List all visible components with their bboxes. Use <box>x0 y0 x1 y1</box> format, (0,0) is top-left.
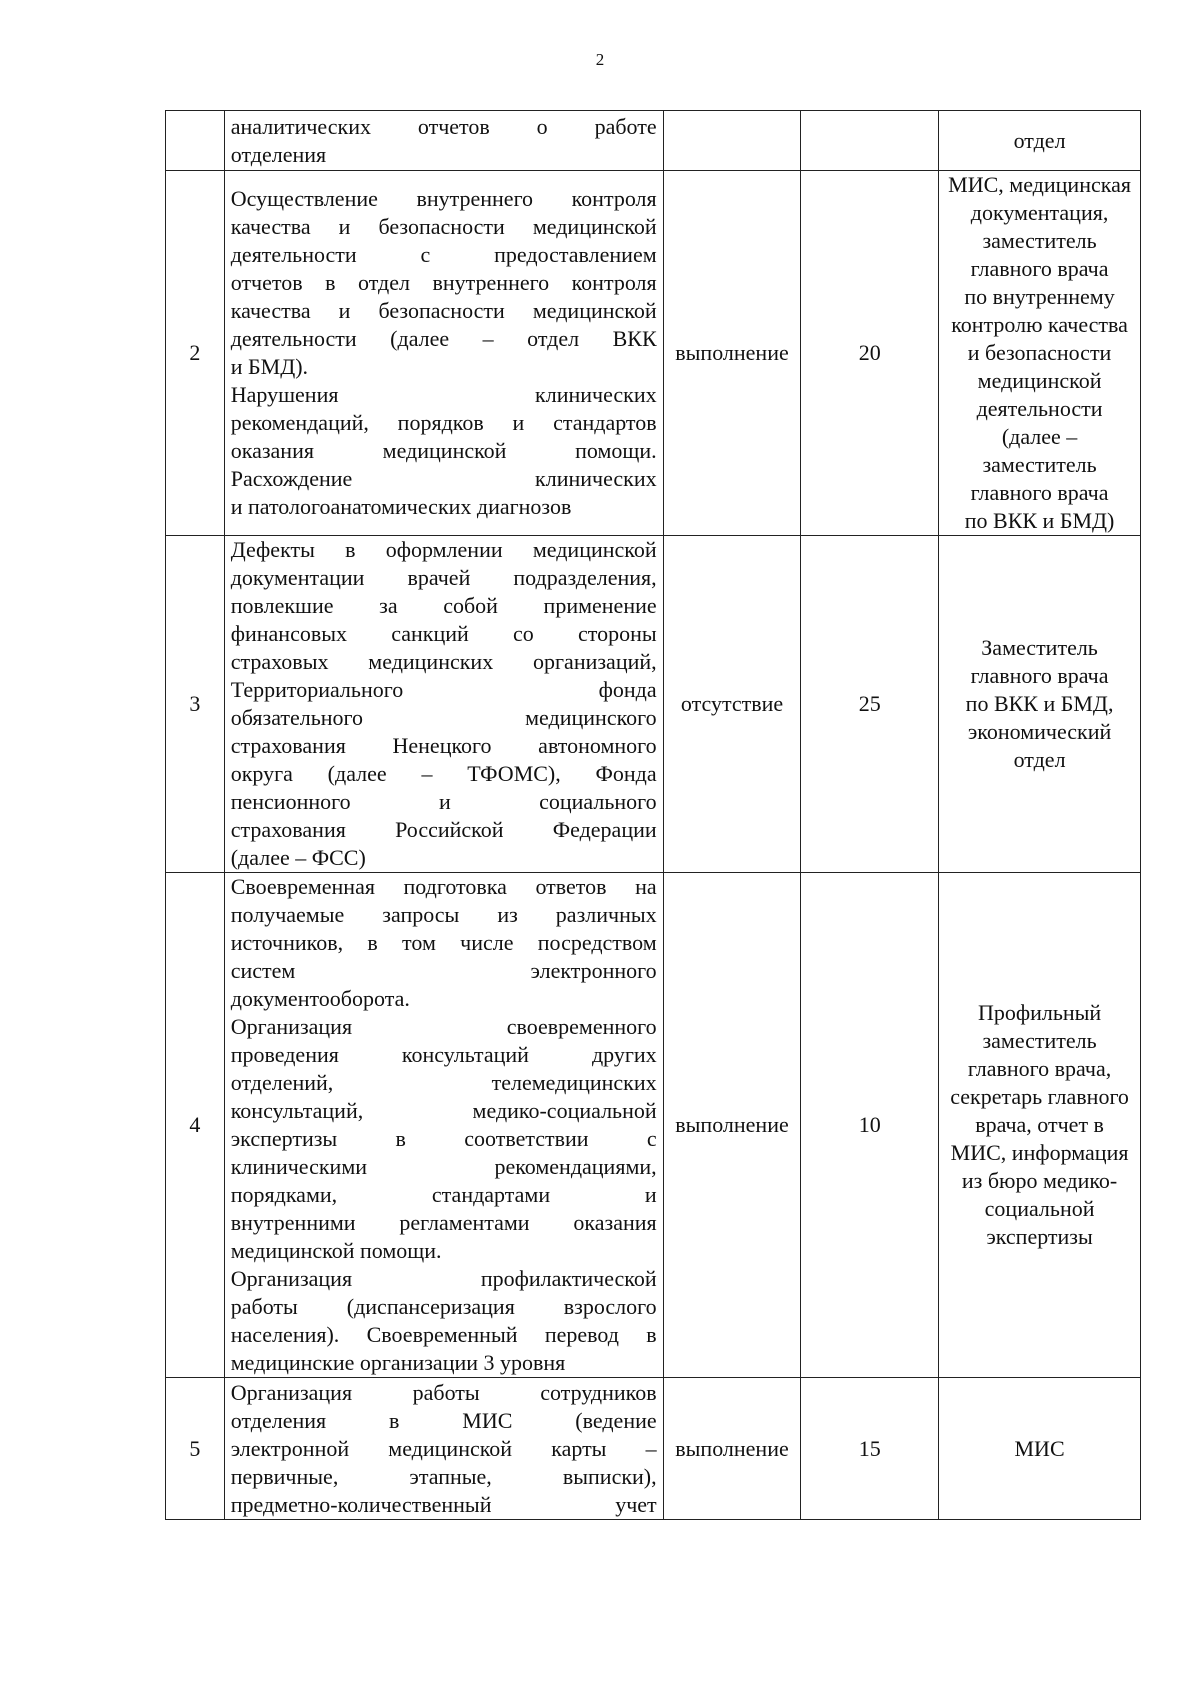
description-line: электронной медицинской карты – <box>230 1435 657 1461</box>
description-line: деятельности (далее – отдел ВКК <box>230 326 657 351</box>
source-line: по внутреннему <box>964 284 1115 309</box>
description-line: страховых медицинских организаций, <box>230 649 657 674</box>
score: 10 <box>801 873 939 1378</box>
target-value: отсутствие <box>663 536 801 873</box>
row-number: 5 <box>166 1378 225 1520</box>
source-line: отдел <box>1013 747 1066 772</box>
criterion-description <box>224 111 663 171</box>
description-line: качества и безопасности медицинской <box>230 214 657 239</box>
source-line: деятельности <box>976 396 1103 421</box>
criterion-description <box>224 536 663 873</box>
description-line: документации врачей подразделения, <box>230 565 657 590</box>
source-line: экспертизы <box>986 1224 1093 1249</box>
description-line: (далее – ФСС) <box>230 845 366 870</box>
description-line: отделения в МИС (ведение <box>230 1407 657 1433</box>
description-line: клиническими рекомендациями, <box>230 1154 657 1179</box>
description-line: Организация работы сотрудников <box>230 1379 657 1405</box>
description-line: медицинские организации 3 уровня <box>230 1350 566 1375</box>
data-source <box>939 873 1141 1378</box>
table-row <box>166 1378 1141 1520</box>
data-source <box>939 111 1141 171</box>
source-line: главного врача <box>970 256 1109 281</box>
description-line: страхования Российской Федерации <box>230 817 657 842</box>
target-value <box>663 111 801 171</box>
description-line: получаемые запросы из различных <box>230 902 657 927</box>
row-number: 3 <box>166 536 225 873</box>
source-line: секретарь главного <box>950 1084 1129 1109</box>
description-line: населения). Своевременный перевод в <box>230 1322 657 1347</box>
description-line: работы (диспансеризация взрослого <box>230 1294 657 1319</box>
criteria-table-body <box>166 111 1141 1520</box>
table-row <box>166 171 1141 536</box>
description-line: первичные, этапные, выписки), <box>230 1463 657 1489</box>
description-line: округа (далее – ТФОМС), Фонда <box>230 761 657 786</box>
description-line: и БМД). <box>230 354 309 379</box>
description-line: страхования Ненецкого автономного <box>230 733 657 758</box>
source-line: по ВКК и БМД, <box>965 691 1114 716</box>
description-line: источников, в том числе посредством <box>230 930 657 955</box>
description-line: качества и безопасности медицинской <box>230 298 657 323</box>
data-source <box>939 1378 1141 1520</box>
description-line: отчетов в отдел внутреннего контроля <box>230 270 657 295</box>
description-line: проведения консультаций других <box>230 1042 657 1067</box>
table-row <box>166 111 1141 171</box>
description-line: обязательного медицинского <box>230 705 657 730</box>
description-line: рекомендаций, порядков и стандартов <box>230 410 657 435</box>
description-line: повлекшие за собой применение <box>230 593 657 618</box>
description-line: Дефекты в оформлении медицинской <box>230 537 657 562</box>
description-line: Нарушения клинических <box>230 382 657 407</box>
data-source <box>939 171 1141 536</box>
source-line: социальной <box>984 1196 1095 1221</box>
source-line: документация, <box>970 200 1109 225</box>
description-line: документооборота. <box>230 986 410 1011</box>
description-line: Своевременная подготовка ответов на <box>230 874 657 899</box>
source-line: МИС, медицинская <box>948 172 1131 197</box>
score: 15 <box>801 1378 939 1520</box>
source-line: заместитель <box>982 228 1097 253</box>
score: 25 <box>801 536 939 873</box>
source-line: главного врача, <box>967 1056 1112 1081</box>
description-line: пенсионного и социального <box>230 789 657 814</box>
description-line: Расхождение клинических <box>230 466 657 491</box>
target-value: выполнение <box>663 873 801 1378</box>
target-value: выполнение <box>663 1378 801 1520</box>
description-line: финансовых санкций со стороны <box>230 621 657 646</box>
source-line: главного врача <box>970 663 1109 688</box>
row-number <box>166 111 225 171</box>
source-line: Заместитель <box>981 635 1098 660</box>
table-row <box>166 873 1141 1378</box>
source-line: заместитель <box>982 452 1097 477</box>
row-number: 2 <box>166 171 225 536</box>
row-number: 4 <box>166 873 225 1378</box>
source-line: по ВКК и БМД) <box>964 508 1115 533</box>
source-line: (далее – <box>1001 424 1078 449</box>
description-line: Территориального фонда <box>230 677 657 702</box>
description-line: оказания медицинской помощи. <box>230 438 657 463</box>
description-line: консультаций, медико-социальной <box>230 1098 657 1123</box>
description-line: медицинской помощи. <box>230 1238 442 1263</box>
table-row <box>166 536 1141 873</box>
description-line: и патологоанатомических диагнозов <box>230 494 572 519</box>
description-line: отделений, телемедицинских <box>230 1070 657 1095</box>
source-line: Профильный <box>977 1000 1102 1025</box>
description-line: внутренними регламентами оказания <box>230 1210 657 1235</box>
description-line: аналитических отчетов о работе <box>230 113 657 139</box>
source-line: из бюро медико- <box>961 1168 1118 1193</box>
criterion-description <box>224 171 663 536</box>
data-source <box>939 536 1141 873</box>
source-line: МИС, информация <box>950 1140 1129 1165</box>
description-line: Организация профилактической <box>230 1266 657 1291</box>
source-line: заместитель <box>982 1028 1097 1053</box>
description-line: предметно-количественный учет <box>230 1491 657 1517</box>
description-line: Организация своевременного <box>230 1014 657 1039</box>
description-line: отделения <box>230 141 327 167</box>
source-line: и безопасности <box>967 340 1112 365</box>
source-line: врача, отчет в <box>975 1112 1104 1137</box>
source-line: главного врача <box>970 480 1109 505</box>
score: 20 <box>801 171 939 536</box>
criterion-description <box>224 873 663 1378</box>
source-line: МИС <box>1014 1435 1065 1461</box>
description-line: деятельности с предоставлением <box>230 242 657 267</box>
description-line: экспертизы в соответствии с <box>230 1126 657 1151</box>
description-line: систем электронного <box>230 958 657 983</box>
source-line: контролю качества <box>951 312 1128 337</box>
criterion-description <box>224 1378 663 1520</box>
source-line: медицинской <box>977 368 1102 393</box>
description-line: порядками, стандартами и <box>230 1182 657 1207</box>
score <box>801 111 939 171</box>
source-line: экономический <box>967 719 1112 744</box>
source-line: отдел <box>1013 127 1066 153</box>
criteria-table <box>165 110 1141 1520</box>
page-number: 2 <box>595 50 605 69</box>
description-line: Осуществление внутреннего контроля <box>230 186 657 211</box>
target-value: выполнение <box>663 171 801 536</box>
